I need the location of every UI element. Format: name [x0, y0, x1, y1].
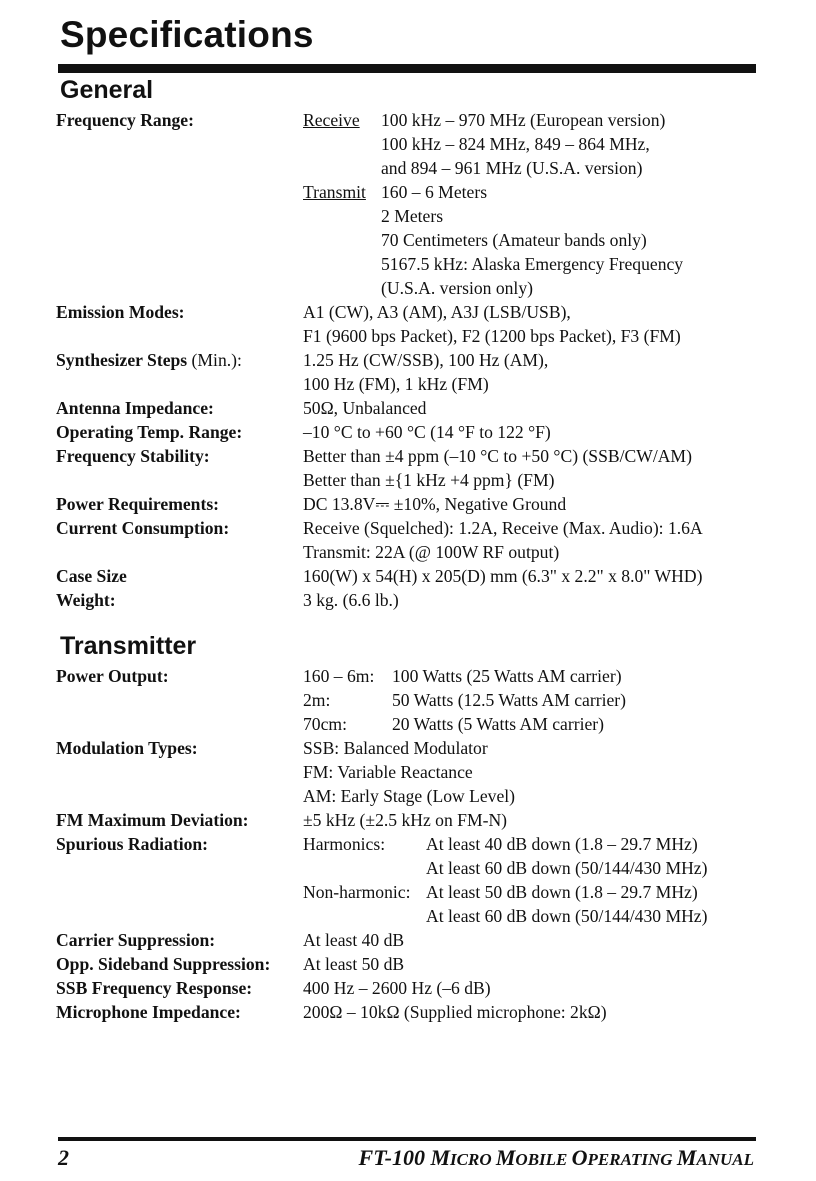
spec-row: [56, 396, 703, 420]
spec-label: [56, 444, 210, 468]
spec-value-line: [303, 564, 703, 588]
spec-value-text: AM: Early Stage (Low Level): [303, 786, 516, 806]
spec-label-text: Antenna Impedance:: [56, 398, 214, 418]
spec-label: [56, 516, 229, 540]
spec-value-line: [303, 760, 707, 784]
spec-value-text: F1 (9600 bps Packet), F2 (1200 bps Packet), F3 (FM): [303, 326, 681, 346]
spec-label-suffix: (Min.):: [187, 350, 242, 370]
spec-value-line: [303, 808, 707, 832]
spec-row: [56, 664, 707, 736]
spec-value: [303, 108, 703, 300]
spec-row: [56, 420, 703, 444]
section-heading-transmitter: Transmitter: [60, 632, 197, 660]
spec-label-text: Synthesizer Steps: [56, 350, 188, 370]
spec-value-text: 160 – 6 Meters: [381, 182, 488, 202]
spec-value-text: Better than ±{1 kHz +4 ppm} (FM): [303, 470, 555, 490]
spec-label: [56, 564, 127, 588]
spec-value-line: [303, 372, 703, 396]
spec-value-line: [303, 832, 707, 856]
spec-value-line: [303, 492, 703, 516]
spec-label-text: Modulation Types:: [56, 738, 198, 758]
spec-value-line: [303, 928, 707, 952]
spec-value: [303, 396, 703, 420]
spec-label-text: Emission Modes:: [56, 302, 185, 322]
spec-value-band: 2m:: [303, 690, 331, 710]
spec-value: [303, 564, 703, 588]
spec-value-line: [303, 688, 707, 712]
spec-value-text: 50 Watts (12.5 Watts AM carrier): [392, 690, 626, 710]
spec-row: [56, 588, 703, 612]
spec-value-line: [303, 180, 703, 204]
spec-value-line: [303, 276, 703, 300]
spec-value-line: [303, 588, 703, 612]
spec-value-text: At least 60 dB down (50/144/430 MHz): [426, 858, 708, 878]
spec-label-text: Power Requirements:: [56, 494, 220, 514]
spec-value: [303, 516, 703, 564]
footer-manual-name: [430, 1145, 754, 1170]
spec-label: [56, 492, 219, 516]
spec-value: [303, 444, 703, 492]
spec-value-tag: Transmit: [303, 182, 366, 202]
spec-label: [56, 396, 214, 420]
spec-value-text: 100 Watts (25 Watts AM carrier): [392, 666, 622, 686]
footer-word-rest: PERATING: [587, 1150, 677, 1169]
spec-value: [303, 976, 707, 1000]
spec-value-line: [303, 712, 707, 736]
footer-word-initial: O: [571, 1145, 588, 1170]
spec-value-text: (U.S.A. version only): [381, 278, 533, 298]
spec-value-text: 100 kHz – 824 MHz, 849 – 864 MHz,: [381, 134, 650, 154]
spec-row: [56, 108, 703, 300]
spec-value-text: Transmit: 22A (@ 100W RF output): [303, 542, 560, 562]
spec-label-text: Frequency Range:: [56, 110, 194, 130]
spec-list-general: [56, 108, 703, 612]
spec-value-line: [303, 396, 703, 420]
spec-value: [303, 808, 707, 832]
spec-value-type: Non-harmonic:: [303, 882, 411, 902]
footer-manual-title: [359, 1145, 754, 1171]
spec-value-text: DC 13.8V⎓ ±10%, Negative Ground: [303, 494, 567, 514]
spec-label: [56, 348, 242, 372]
spec-value: [303, 492, 703, 516]
spec-value-line: [303, 324, 703, 348]
spec-label-text: Spurious Radiation:: [56, 834, 209, 854]
spec-value-line: [303, 444, 703, 468]
spec-label-text: Current Consumption:: [56, 518, 230, 538]
spec-value-line: [303, 228, 703, 252]
spec-value-line: [303, 252, 703, 276]
spec-value-text: 160(W) x 54(H) x 205(D) mm (6.3" x 2.2" x 8.0" WHD): [303, 566, 703, 586]
spec-value-text: At least 40 dB: [303, 930, 405, 950]
footer-word-initial: M: [495, 1145, 516, 1170]
spec-label-text: Microphone Impedance:: [56, 1002, 241, 1022]
spec-value-line: [303, 132, 703, 156]
spec-row: [56, 516, 703, 564]
spec-value-text: 100 Hz (FM), 1 kHz (FM): [303, 374, 489, 394]
spec-value-text: 200Ω – 10kΩ (Supplied microphone: 2kΩ): [303, 1002, 607, 1022]
spec-label-text: SSB Frequency Response:: [56, 978, 253, 998]
spec-value-text: SSB: Balanced Modulator: [303, 738, 488, 758]
spec-value-text: –10 °C to +60 °C (14 °F to 122 °F): [303, 422, 551, 442]
spec-value-line: [303, 204, 703, 228]
spec-value-line: [303, 736, 707, 760]
spec-label: [56, 664, 169, 688]
footer-word-initial: M: [430, 1145, 451, 1170]
spec-value-text: At least 50 dB: [303, 954, 405, 974]
spec-label: [56, 300, 185, 324]
spec-label: [56, 808, 249, 832]
spec-value-text: A1 (CW), A3 (AM), A3J (LSB/USB),: [303, 302, 571, 322]
spec-value-text: 400 Hz – 2600 Hz (–6 dB): [303, 978, 491, 998]
spec-row: [56, 928, 707, 952]
spec-row: [56, 976, 707, 1000]
spec-value-text: 50Ω, Unbalanced: [303, 398, 427, 418]
page-number: 2: [58, 1145, 69, 1170]
spec-value-text: At least 40 dB down (1.8 – 29.7 MHz): [426, 834, 698, 854]
footer-model: FT-100: [358, 1145, 425, 1170]
spec-row: [56, 348, 703, 396]
spec-value-text: Better than ±4 ppm (–10 °C to +50 °C) (SSB/CW/AM): [303, 446, 692, 466]
spec-value-line: [303, 952, 707, 976]
spec-value-line: [303, 348, 703, 372]
spec-label-text: Power Output:: [56, 666, 169, 686]
spec-value: [303, 832, 707, 928]
spec-row: [56, 300, 703, 348]
spec-value-line: [303, 856, 707, 880]
spec-label-text: Carrier Suppression:: [56, 930, 216, 950]
spec-row: [56, 492, 703, 516]
spec-value: [303, 952, 707, 976]
top-rule: [58, 64, 756, 73]
spec-label: [56, 420, 242, 444]
footer-word-rest: ANUAL: [696, 1150, 754, 1169]
spec-value-line: [303, 1000, 707, 1024]
spec-value: [303, 736, 707, 808]
bottom-rule: [58, 1137, 756, 1141]
footer-word-rest: ICRO: [450, 1150, 496, 1169]
spec-value-text: 2 Meters: [381, 206, 444, 226]
spec-value: [303, 300, 703, 348]
spec-row: [56, 952, 707, 976]
spec-label: [56, 928, 215, 952]
spec-value-text: FM: Variable Reactance: [303, 762, 473, 782]
spec-label: [56, 832, 208, 856]
spec-value-text: 20 Watts (5 Watts AM carrier): [392, 714, 604, 734]
spec-value: [303, 420, 703, 444]
spec-value-line: [303, 880, 707, 904]
spec-value: [303, 348, 703, 396]
spec-label-text: Case Size: [56, 566, 127, 586]
spec-value-line: [303, 156, 703, 180]
spec-value-text: 1.25 Hz (CW/SSB), 100 Hz (AM),: [303, 350, 549, 370]
spec-value-band: 70cm:: [303, 714, 347, 734]
spec-row: [56, 564, 703, 588]
spec-list-transmitter: [56, 664, 707, 1024]
spec-value-text: 3 kg. (6.6 lb.): [303, 590, 399, 610]
spec-value-tag: Receive: [303, 110, 360, 130]
spec-value-text: ±5 kHz (±2.5 kHz on FM-N): [303, 810, 508, 830]
spec-value-text: 5167.5 kHz: Alaska Emergency Frequency: [381, 254, 684, 274]
spec-label: [56, 588, 116, 612]
spec-value-line: [303, 516, 703, 540]
spec-row: [56, 444, 703, 492]
section-heading-general: General: [60, 76, 154, 104]
spec-row: [56, 1000, 707, 1024]
spec-value-line: [303, 784, 707, 808]
spec-label-text: Opp. Sideband Suppression:: [56, 954, 271, 974]
spec-value-line: [303, 420, 703, 444]
spec-value-text: and 894 – 961 MHz (U.S.A. version): [381, 158, 643, 178]
spec-label: [56, 1000, 241, 1024]
spec-value-type: Harmonics:: [303, 834, 386, 854]
page-title: Specifications: [60, 14, 314, 55]
spec-label: [56, 108, 194, 132]
spec-label-text: Operating Temp. Range:: [56, 422, 243, 442]
spec-value-line: [303, 300, 703, 324]
spec-label-text: Weight:: [56, 590, 116, 610]
spec-value-text: At least 50 dB down (1.8 – 29.7 MHz): [426, 882, 698, 902]
spec-value-text: 100 kHz – 970 MHz (European version): [381, 110, 666, 130]
spec-value-line: [303, 468, 703, 492]
footer-word-rest: OBILE: [515, 1150, 572, 1169]
spec-label-text: FM Maximum Deviation:: [56, 810, 249, 830]
spec-value-band: 160 – 6m:: [303, 666, 375, 686]
footer-word-initial: M: [676, 1145, 697, 1170]
spec-value-text: At least 60 dB down (50/144/430 MHz): [426, 906, 708, 926]
spec-label: [56, 952, 270, 976]
spec-value: [303, 928, 707, 952]
spec-value-line: [303, 664, 707, 688]
spec-value: [303, 664, 707, 736]
spec-value-line: [303, 108, 703, 132]
spec-row: [56, 736, 707, 808]
spec-row: [56, 808, 707, 832]
spec-label: [56, 736, 198, 760]
spec-value-line: [303, 976, 707, 1000]
spec-value-text: 70 Centimeters (Amateur bands only): [381, 230, 647, 250]
spec-value: [303, 1000, 707, 1024]
spec-label-text: Frequency Stability:: [56, 446, 210, 466]
spec-value-text: Receive (Squelched): 1.2A, Receive (Max. Audio): 1.6A: [303, 518, 703, 538]
spec-value-line: [303, 904, 707, 928]
spec-value-line: [303, 540, 703, 564]
spec-label: [56, 976, 252, 1000]
spec-row: [56, 832, 707, 928]
spec-value: [303, 588, 703, 612]
